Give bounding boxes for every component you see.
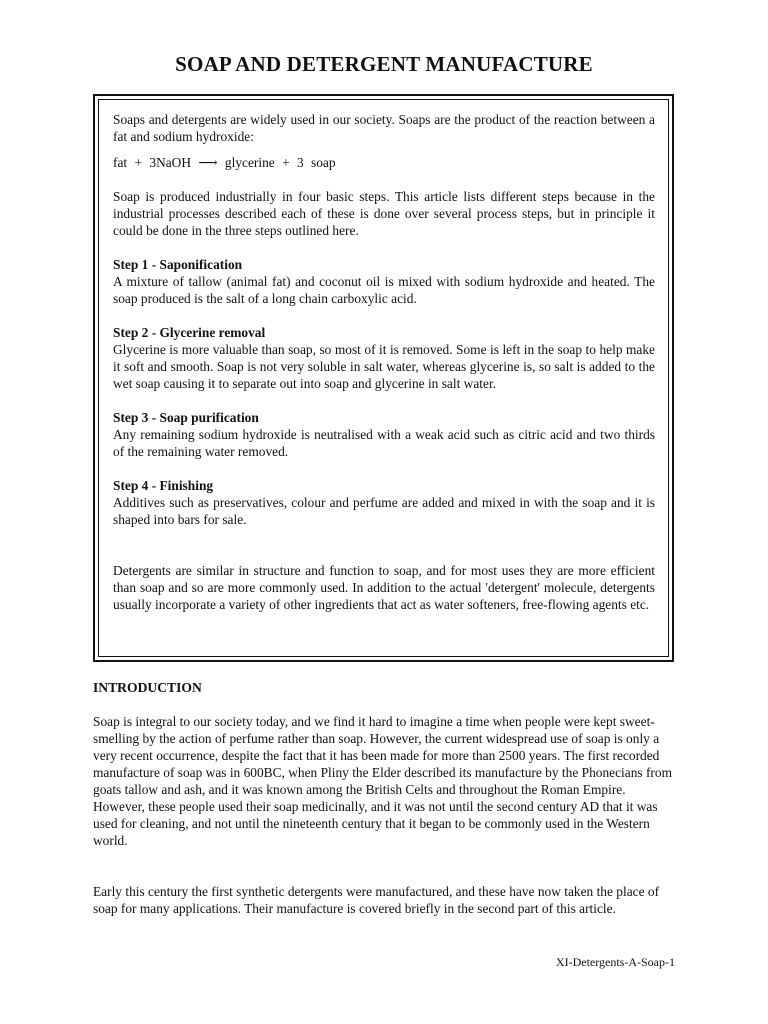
step-3-text: Any remaining sodium hydroxide is neutralised with a weak acid such as citric acid and two thirds of the remaining water removed. [113,427,655,459]
page-footer: XI-Detergents-A-Soap-1 [555,955,675,969]
introduction-paragraph-2: Early this century the first synthetic detergents were manufactured, and these have now taken the place of soap for many applications. Their manufacture is covered briefly in the second part of this article. [93,884,660,916]
summary-box-inner [98,99,669,657]
step-3-heading: Step 3 - Soap purification [113,410,259,425]
step-1-text: A mixture of tallow (animal fat) and coconut oil is mixed with sodium hydroxide and heated. The soap produced is the salt of a long chain carboxylic acid. [113,274,655,306]
detergents-text: Detergents are similar in structure and function to soap, and for most uses they are more efficient than soap and so are more commonly used. In addition to the actual 'detergent' molecule, detergents usually incorporate a variety of other ingredients that act as water softeners, free-flowing agents etc. [113,563,655,612]
step-1-heading: Step 1 - Saponification [113,257,243,272]
step-4-heading: Step 4 - Finishing [113,478,214,493]
step-2-heading: Step 2 - Glycerine removal [113,325,266,340]
box-overview-text: Soap is produced industrially in four basic steps. This article lists different steps because in the industrial processes described each of these is done over several process steps, but in principle it could be done in the three steps outlined here. [113,189,655,238]
summary-box [93,94,674,662]
step-4-text: Additives such as preservatives, colour and perfume are added and mixed in with the soap and it is shaped into bars for sale. [113,495,655,527]
step-2-text: Glycerine is more valuable than soap, so most of it is removed. Some is left in the soap to help make it soft and smooth. Soap is not very soluble in salt water, whereas glycerine is, so salt is added to the wet soap causing it to separate out into soap and glycerine in salt water. [113,342,655,391]
page-title: SOAP AND DETERGENT MANUFACTURE [175,52,593,76]
introduction-paragraph-1: Soap is integral to our society today, and we find it hard to imagine a time when people were kept sweet-smelling by the action of perfume rather than soap. However, the current widespread use of soap is only a very recent occurrence, despite the fact that it has been made for more than 2500 years. The first recorded manufacture of soap was in 600BC, when Pliny the Elder described its manufacture by the Phonecians from goats tallow and ash, and it was known among the British Celts and throughout the Roman Empire. However, these people used their soap medicinally, and it was not until the second century AD that it was used for cleaning, and not until the nineteenth century that it began to be commonly used in the Western world. [93,714,672,848]
reaction-equation: fat + 3NaOH ⟶ glycerine + 3 soap [113,155,336,170]
box-intro-text: Soaps and detergents are widely used in our society. Soaps are the product of the reaction between a fat and sodium hydroxide: [113,112,655,144]
introduction-heading: INTRODUCTION [93,680,202,695]
